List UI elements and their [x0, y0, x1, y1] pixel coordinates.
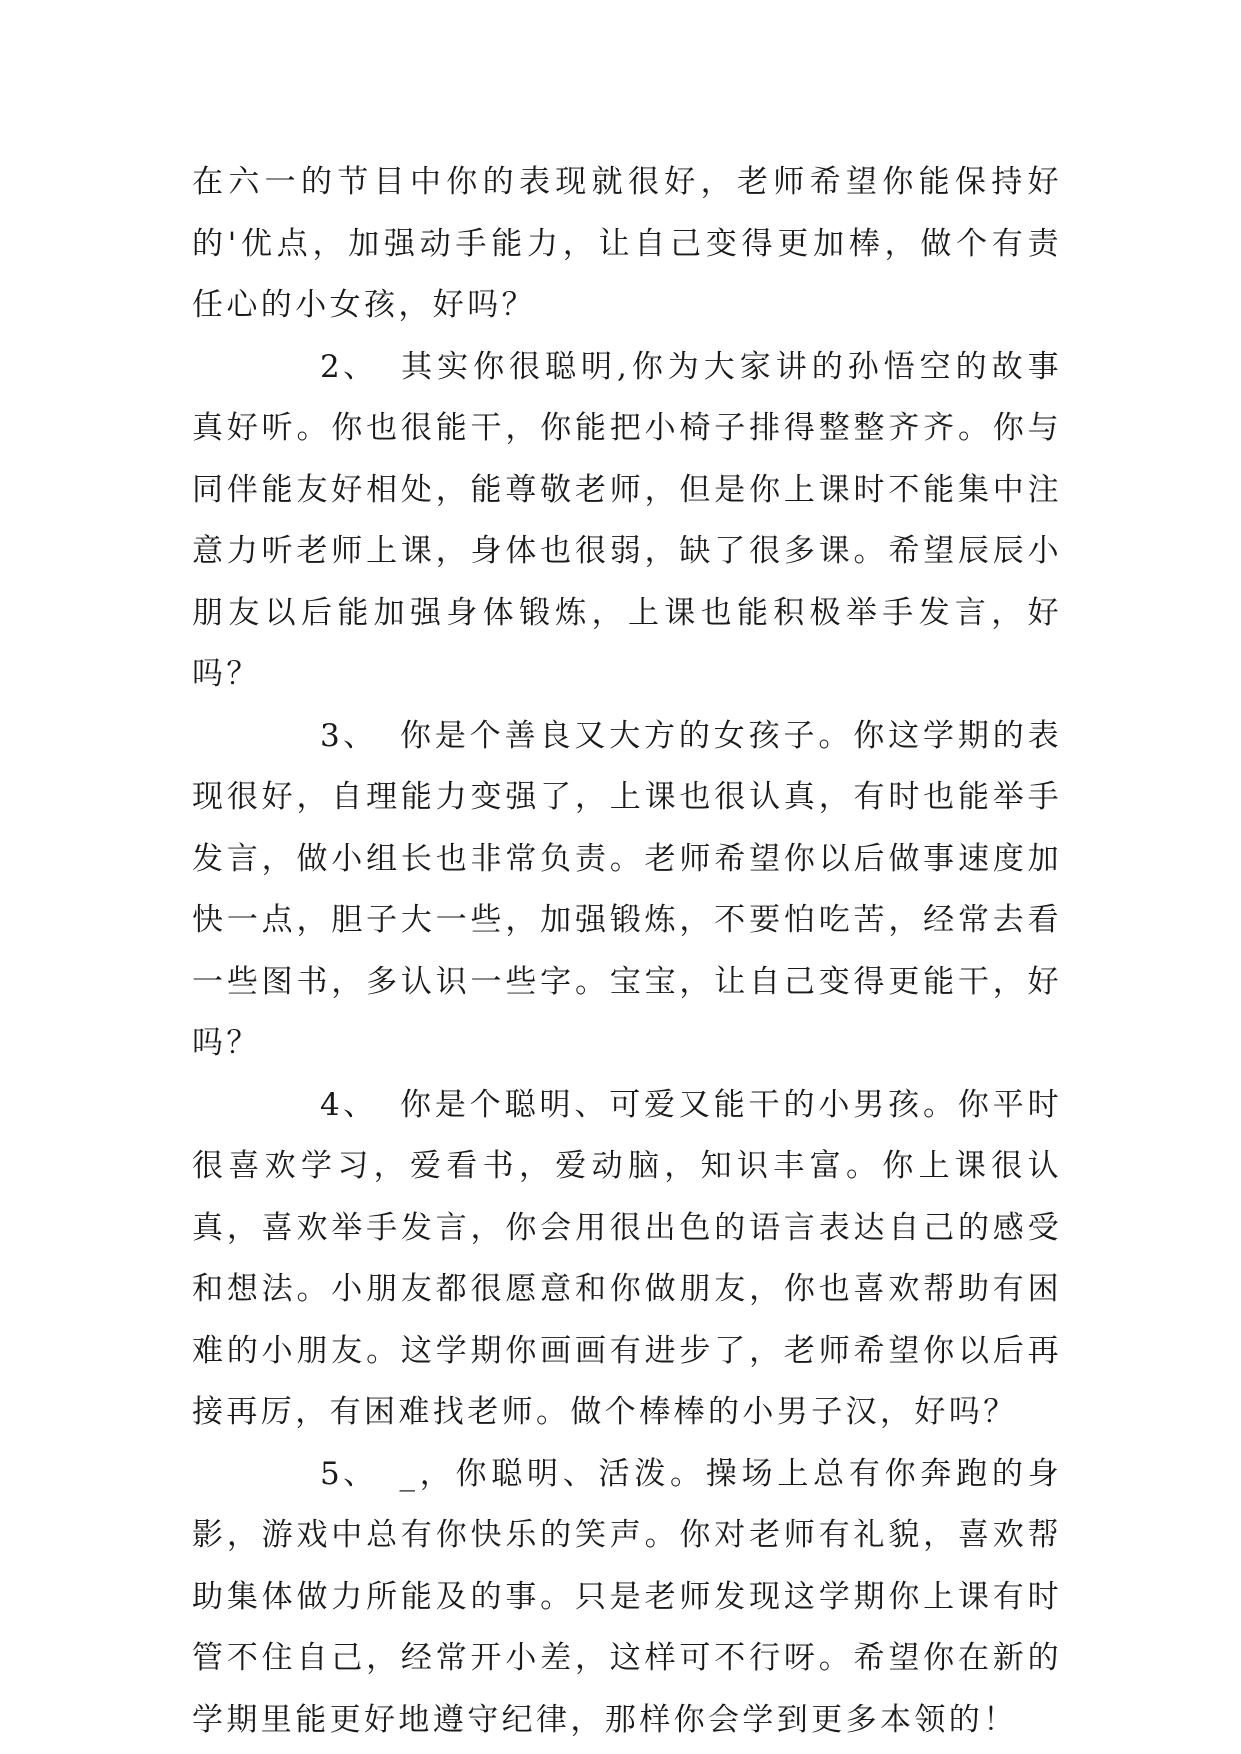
paragraph-number: 2、 [320, 348, 378, 385]
paragraph-text: 你是个聪明、可爱又能干的小男孩。你平时很喜欢学习，爱看书，爱动脑，知识丰富。你上课很认真，喜欢举手发言，你会用很出色的语言表达自己的感受和想法。小朋友都很愿意和你做朋友，你也喜欢帮助有困难的小朋友。这学期你画画有进步了，老师希望你以后再接再厉，有困难找老师。做个棒棒的小男子汉，好吗？ [192, 1086, 1062, 1430]
paragraph-text: 你是个善良又大方的女孩子。你这学期的表现很好，自理能力变强了，上课也很认真，有时也能举手发言，做小组长也非常负责。老师希望你以后做事速度加快一点，胆子大一些，加强锻炼，不要怕吃苦，经常去看一些图书，多认识一些字。宝宝，让自己变得更能干，好吗？ [192, 717, 1062, 1061]
paragraph-3 [192, 706, 1062, 1075]
document-body [192, 152, 1062, 1751]
paragraph-text: 其实你很聪明,你为大家讲的孙悟空的故事真好听。你也很能干，你能把小椅子排得整整齐齐。你与同伴能友好相处，能尊敬老师，但是你上课时不能集中注意力听老师上课，身体也很弱，缺了很多课。希望辰辰小朋友以后能加强身体锻炼，上课也能积极举手发言，好吗？ [192, 348, 1062, 692]
paragraph-text: 在六一的节目中你的表现就很好，老师希望你能保持好的'优点，加强动手能力，让自己变得更加棒，做个有责任心的小女孩，好吗？ [192, 164, 1062, 323]
paragraph-5 [192, 1444, 1062, 1752]
paragraph-number: 4、 [320, 1086, 378, 1123]
paragraph-4 [192, 1075, 1062, 1444]
paragraph-number: 5、 [320, 1455, 378, 1492]
paragraph-1 [192, 152, 1062, 337]
paragraph-text: _，你聪明、活泼。操场上总有你奔跑的身影，游戏中总有你快乐的笑声。你对老师有礼貌，喜欢帮助集体做力所能及的事。只是老师发现这学期你上课有时管不住自己，经常开小差，这样可不行呀。希望你在新的学期里能更好地遵守纪律，那样你会学到更多本领的！ [192, 1455, 1062, 1738]
paragraph-2 [192, 337, 1062, 706]
paragraph-number: 3、 [320, 717, 378, 754]
